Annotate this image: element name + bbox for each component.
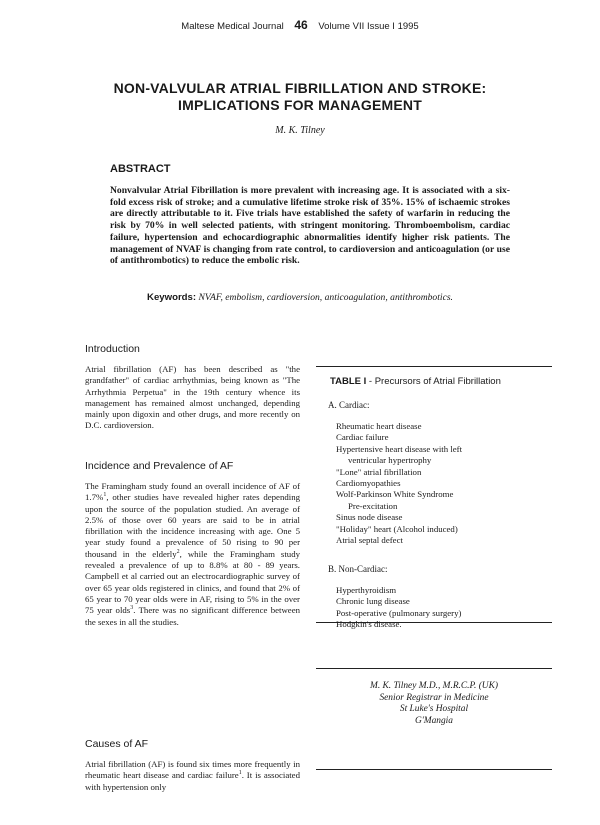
keywords-list: NVAF, embolism, cardioversion, anticoagulation, antithrombotics. <box>198 292 453 303</box>
incidence-text-c: , while the Framingham study revealed a prevalence of up to 8.8% at 80 - 89 years. Campbell et al carried out an electrocardiographic survey of over 65 year olds registered in clinics, and found that 2% of 65 year to 70 year olds were in AF, rising to 5% in the over 75 year olds <box>85 548 300 616</box>
list-item: Post-operative (pulmonary surgery) <box>336 607 462 618</box>
list-item: Cardiac failure <box>336 432 389 443</box>
list-item: Pre-excitation <box>348 500 398 511</box>
table-noncardiac-heading: B. Non-Cardiac: <box>328 564 388 574</box>
article-title <box>40 80 560 114</box>
affiliation-name: M. K. Tilney M.D., M.R.C.P. (UK) <box>370 681 498 691</box>
intro-text: Atrial fibrillation (AF) has been described as "the grandfather" of cardiac arrhythmias, being known as "The Arrhythmia Perpetua" in the 19th century whence its management has remained almost unchanged, depending mainly upon digoxin and other drugs, and more recently on D.C. cardioversion. <box>85 364 300 431</box>
affiliation-lines <box>316 681 552 727</box>
title-line-1: NON-VALVULAR ATRIAL FIBRILLATION AND STROKE: <box>113 80 487 96</box>
cardiac-causes-list <box>336 421 462 546</box>
author-affiliation-box <box>316 668 552 770</box>
citation-ref: 3 <box>130 605 134 612</box>
table-caption <box>330 376 501 387</box>
list-item: "Holiday" heart (Alcohol induced) <box>336 523 458 534</box>
page-number: 46 <box>294 18 308 32</box>
author-byline: M. K. Tilney <box>275 125 325 136</box>
incidence-paragraph <box>85 481 300 628</box>
table-label: TABLE I <box>330 376 367 387</box>
citation-ref: 2 <box>176 548 180 555</box>
list-item: Atrial septal defect <box>336 535 403 546</box>
citation-ref: 1 <box>238 770 242 777</box>
list-item: Hypertensive heart disease with left <box>336 443 463 454</box>
citation-ref: 1 <box>103 492 107 499</box>
section-heading-causes: Causes of AF <box>85 738 149 750</box>
causes-paragraph <box>85 759 300 793</box>
section-heading-incidence: Incidence and Prevalence of AF <box>85 460 234 472</box>
list-item: Wolf-Parkinson White Syndrome <box>336 489 454 500</box>
section-heading-introduction: Introduction <box>85 343 140 355</box>
affiliation-city: G'Mangia <box>415 715 453 726</box>
incidence-text-d: . There was no significant difference between the sexes in all the studies. <box>85 605 301 627</box>
abstract-text: Nonvalvular Atrial Fibrillation is more prevalent with increasing age. It is associated with a six-fold excess risk of stroke; and a cumulative lifetime stroke risk of 35%. 15% of ischaemic strokes are directly attributable to it. Five trials have established the safety of warfarin in reducing the risk by 70% in well selected patients, with stringent monitoring. Thromboembolism, cardiac failure, hypertension and echocardiographic abnormalities identify higher risk patients. The management of NVAF is changing from rate control, to cardioversion and anticoagulation (or use of antithrombotics) to reduce the embolic risk. <box>110 185 510 267</box>
causes-text-b: . It is associated with hypertension only <box>85 770 300 792</box>
affiliation-position: Senior Registrar in Medicine <box>379 692 489 703</box>
causes-text-a: Atrial fibrillation (AF) is found six times more frequently in rheumatic heart disease and cardiac failure <box>85 759 300 781</box>
running-header <box>0 18 600 32</box>
list-item: Hyperthyroidism <box>336 585 397 595</box>
title-line-2: IMPLICATIONS FOR MANAGEMENT <box>178 97 422 113</box>
list-item: Chronic lung disease <box>336 596 410 607</box>
incidence-text-b: , other studies have revealed higher rates depending upon the source of the population studied. An average of 2.5% of those over 60 years are said to be in atrial fibrillation with the incidence increasing with age. One 5 year study found a prevalence of 50 rising to 90 per thousand in the elderly <box>85 492 300 559</box>
table-cardiac-heading: A. Cardiac: <box>328 400 370 410</box>
abstract-heading: ABSTRACT <box>110 163 171 175</box>
list-item: "Lone" atrial fibrillation <box>336 466 422 477</box>
keywords-line <box>0 292 600 303</box>
issue-info: Volume VII Issue I 1995 <box>318 21 419 32</box>
noncardiac-causes-list <box>336 585 461 631</box>
list-item: Cardiomyopathies <box>336 478 401 489</box>
list-item: Sinus node disease <box>336 512 403 523</box>
table-caption-text: - Precursors of Atrial Fibrillation <box>366 376 501 387</box>
affiliation-hospital: St Luke's Hospital <box>399 704 469 714</box>
list-item: Hodgkin's disease. <box>336 619 402 630</box>
list-item: Rheumatic heart disease <box>336 421 422 431</box>
journal-name: Maltese Medical Journal <box>181 21 284 32</box>
list-item: ventricular hypertrophy <box>348 455 432 466</box>
keywords-label: Keywords: <box>147 292 197 303</box>
table-precursors-af <box>316 366 552 630</box>
incidence-text-a: The Framingham study found an overall incidence of AF of 1.7% <box>85 481 300 503</box>
introduction-paragraph <box>85 364 300 432</box>
